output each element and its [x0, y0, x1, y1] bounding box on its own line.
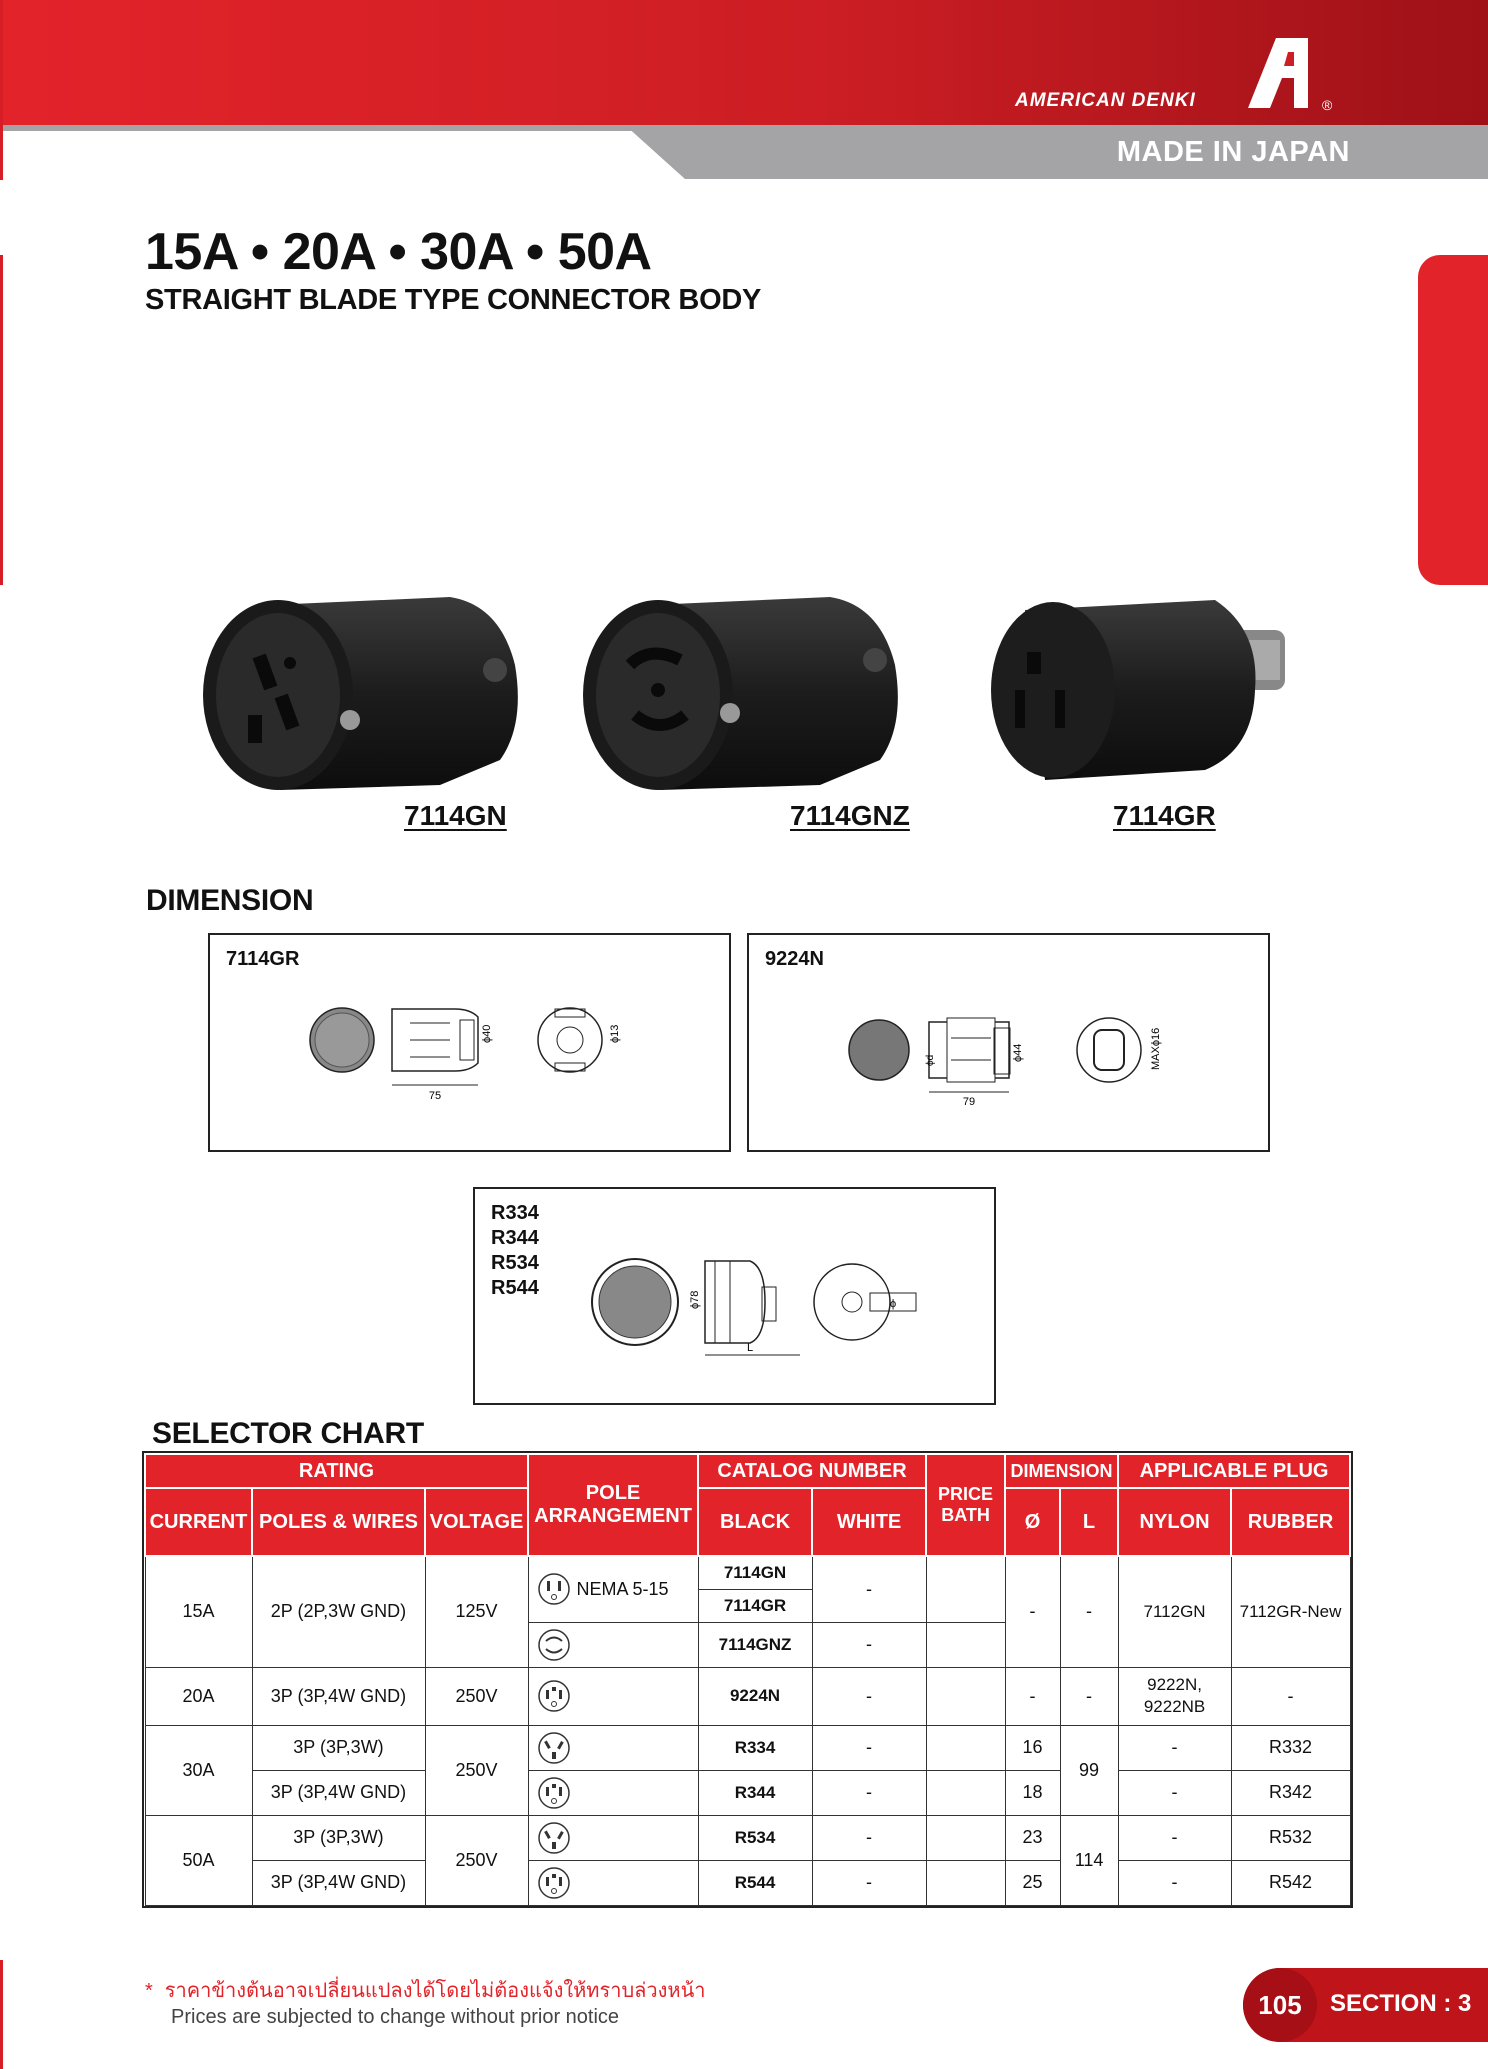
page-number: 105	[1243, 1968, 1317, 2042]
header-rating: RATING	[145, 1454, 528, 1488]
svg-text:L: L	[746, 1342, 754, 1354]
4-wire-outlet-icon	[537, 1776, 571, 1810]
svg-text:ϕ78: ϕ78	[689, 1290, 701, 1309]
section-side-tab	[1418, 255, 1488, 585]
brand-name: AMERICAN DENKI	[1015, 90, 1196, 111]
dimension-box-7114gr	[208, 933, 731, 1152]
header-nylon: NYLON	[1118, 1488, 1231, 1556]
header-white: WHITE	[812, 1488, 926, 1556]
price-cell	[926, 1556, 1005, 1622]
dimension-drawing	[839, 980, 1239, 1110]
table-row: 3P (3P,4W GND) R344 - 18 - R342	[145, 1770, 1350, 1815]
svg-text:ϕ13: ϕ13	[609, 1024, 621, 1043]
table-row: 30A 3P (3P,3W) 250V R334 - 16 99 - R332	[145, 1725, 1350, 1770]
dimension-drawing	[300, 995, 640, 1105]
product-label: 7114GN	[404, 800, 507, 831]
header-catalog-number: CATALOG NUMBER	[698, 1454, 926, 1488]
price-cell	[926, 1860, 1005, 1905]
selector-chart-table	[144, 1453, 1351, 1906]
product-label: 7114GR	[1113, 800, 1216, 831]
svg-text:ϕ40: ϕ40	[481, 1024, 493, 1043]
3-wire-outlet-icon	[537, 1731, 571, 1765]
svg-text:75: 75	[428, 1090, 442, 1102]
svg-text:ϕ44: ϕ44	[1012, 1043, 1024, 1062]
price-cell	[926, 1770, 1005, 1815]
dimension-box-r-series	[473, 1187, 996, 1405]
header-dimension: DIMENSION	[1005, 1454, 1118, 1488]
selector-chart-heading: SELECTOR CHART	[152, 1417, 424, 1450]
price-cell	[926, 1667, 1005, 1725]
3-wire-outlet-icon	[537, 1821, 571, 1855]
dimension-model-label: 9224N	[765, 948, 824, 970]
dimension-box-9224n	[747, 933, 1270, 1152]
table-row: 20A 3P (3P,4W GND) 250V 9224N - - - 9222N, 9222NB -	[145, 1667, 1350, 1725]
svg-text:ϕ: ϕ	[890, 1298, 897, 1310]
svg-text:MAXϕ16: MAXϕ16	[1150, 1027, 1162, 1070]
header-rubber: RUBBER	[1231, 1488, 1350, 1556]
left-edge-bar	[0, 255, 3, 585]
svg-text:®: ®	[1322, 97, 1333, 113]
header-grey-strip	[0, 125, 660, 131]
product-photo-7114gnz	[580, 585, 910, 800]
nema-5-15-outlet-icon	[537, 1572, 571, 1606]
4-wire-outlet-icon	[537, 1866, 571, 1900]
product-label: 7114GNZ	[790, 800, 910, 831]
american-denki-logo-icon	[1248, 38, 1336, 114]
header-price: PRICE BATH	[926, 1454, 1005, 1556]
price-cell	[926, 1622, 1005, 1667]
dimension-model-label: 7114GR	[226, 948, 300, 970]
left-edge-bar	[0, 1960, 3, 2069]
header-current: CURRENT	[145, 1488, 252, 1556]
page-subtitle: STRAIGHT BLADE TYPE CONNECTOR BODY	[145, 284, 762, 316]
price-disclaimer: * ราคาข้างต้นอาจเปลี่ยนแปลงได้โดยไม่ต้องแจ้งให้ทราบล่วงหน้า Prices are subjected to change without prior notice	[145, 1980, 706, 2028]
table-row: 15A 2P (2P,3W GND) 125V NEMA 5-15 7114GN - - - 7112GN 7112GR-New	[145, 1556, 1350, 1589]
dimension-model-list: R334 R344 R534 R544	[491, 1202, 539, 1299]
header-applicable-plug: APPLICABLE PLUG	[1118, 1454, 1350, 1488]
svg-text:ϕd: ϕd	[925, 1054, 936, 1066]
4-wire-outlet-icon	[537, 1679, 571, 1713]
price-cell	[926, 1815, 1005, 1860]
left-edge-bar	[0, 0, 3, 180]
locking-outlet-icon	[537, 1628, 571, 1662]
dimension-heading: DIMENSION	[146, 884, 314, 917]
made-in-japan: MADE IN JAPAN	[1116, 136, 1350, 168]
table-row: 50A 3P (3P,3W) 250V R534 - 23 114 - R532	[145, 1815, 1350, 1860]
product-photo-7114gr	[985, 590, 1295, 790]
page-title: 15A • 20A • 30A • 50A	[145, 223, 652, 281]
header-l: L	[1060, 1488, 1118, 1556]
header-voltage: VOLTAGE	[425, 1488, 528, 1556]
header-pole-arrangement: POLE ARRANGEMENT	[528, 1454, 698, 1556]
product-photo-7114gn	[200, 585, 530, 800]
pole-arrangement-cell: NEMA 5-15	[528, 1556, 698, 1622]
price-cell	[926, 1725, 1005, 1770]
header-grey-band	[625, 125, 1488, 179]
table-row: 7114GR	[145, 1589, 1350, 1622]
header-black: BLACK	[698, 1488, 812, 1556]
svg-text:79: 79	[962, 1096, 976, 1108]
header-dia: Ø	[1005, 1488, 1060, 1556]
section-label: SECTION : 3	[1330, 1990, 1472, 2017]
dimension-drawing	[590, 1247, 950, 1362]
table-row: 3P (3P,4W GND) R544 - 25 - R542	[145, 1860, 1350, 1905]
table-row: 7114GNZ -	[145, 1622, 1350, 1667]
header-poles-wires: POLES & WIRES	[252, 1488, 425, 1556]
